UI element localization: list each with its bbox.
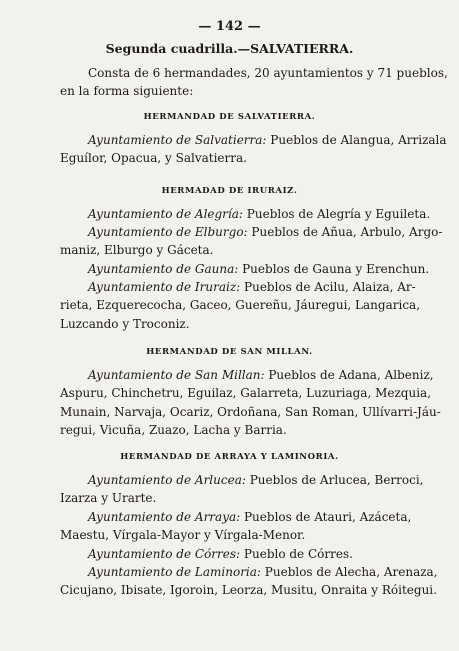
page-title: Segunda cuadrilla.—SALVATIERRA.	[105, 41, 354, 56]
entry-line: Ayuntamiento de Iruraiz: Pueblos de Acilu, Alaiza, Ar-	[88, 280, 416, 294]
entry	[60, 563, 438, 600]
section-heading: HERMANDAD DE SALVATIERRA.	[143, 112, 316, 122]
entry-line: Ayuntamiento de Arraya: Pueblos de Atauri, Azáceta,	[88, 510, 412, 524]
entry-line: Ayuntamiento de Alegría: Pueblos de Alegría y Eguileta.	[88, 207, 431, 221]
section-heading: HERMANDAD DE SAN MILLAN.	[146, 347, 313, 357]
entry-line: Ayuntamiento de Córres: Pueblo de Córres.	[88, 547, 353, 561]
entry-name: Ayuntamiento de Laminoria:	[88, 565, 261, 579]
entry-line: Izarza y Urarte.	[60, 491, 157, 506]
entry-line: Munain, Narvaja, Ocariz, Ordoñana, San Roman, Ullívarri-Jáu-	[60, 404, 441, 419]
entry-name: Ayuntamiento de San Millan:	[88, 368, 265, 382]
entry	[60, 278, 421, 333]
entry-line: Eguílor, Opacua, y Salvatierra.	[60, 151, 247, 166]
entry-line: Ayuntamiento de Salvatierra: Pueblos de Alangua, Arrizala	[88, 133, 447, 147]
entry-name: Ayuntamiento de Salvatierra:	[88, 133, 267, 147]
section-heading: HERMADAD DE IRURAIZ.	[161, 186, 298, 196]
entry-line: regui, Vicuña, Zuazo, Lacha y Barria.	[60, 422, 287, 437]
section-heading: HERMANDAD DE ARRAYA Y LAMINORIA.	[120, 452, 339, 462]
entry-name: Ayuntamiento de Arlucea:	[88, 473, 246, 487]
entry-line: Ayuntamiento de Arlucea: Pueblos de Arlucea, Berroci,	[88, 473, 424, 487]
intro-line: en la forma siguiente:	[60, 84, 194, 99]
entry-line: Maestu, Vírgala-Mayor y Vírgala-Menor.	[60, 528, 306, 543]
entry	[60, 260, 430, 278]
entry-name: Ayuntamiento de Arraya:	[88, 510, 241, 524]
entry-line: Ayuntamiento de Gauna: Pueblos de Gauna y Erenchun.	[88, 262, 430, 276]
intro-paragraph	[60, 64, 448, 101]
page-number: — 142 —	[198, 19, 261, 34]
entry-line: Aspuru, Chinchetru, Eguilaz, Galarreta, Luzuriaga, Mezquia,	[60, 386, 432, 401]
entry	[60, 223, 443, 260]
entry	[60, 205, 431, 223]
entry	[60, 508, 412, 545]
intro-line: Consta de 6 hermandades, 20 ayuntamientos y 71 pueblos,	[88, 66, 448, 80]
entry-name: Ayuntamiento de Gauna:	[88, 262, 239, 276]
entry	[60, 131, 447, 168]
entry-name: Ayuntamiento de Elburgo:	[88, 225, 248, 239]
entry-line: Ayuntamiento de San Millan: Pueblos de Adana, Albeniz,	[88, 368, 434, 382]
entry-line: maniz, Elburgo y Gáceta.	[60, 243, 214, 258]
entry-name: Ayuntamiento de Iruraiz:	[88, 280, 241, 294]
entry	[60, 471, 424, 508]
entry-name: Ayuntamiento de Córres:	[88, 547, 241, 561]
entry-line: Cicujano, Ibisate, Igoroin, Leorza, Musitu, Onraita y Róitegui.	[60, 583, 437, 598]
entry-line: Ayuntamiento de Laminoria: Pueblos de Alecha, Arenaza,	[88, 565, 438, 579]
entry-line: rieta, Ezquerecocha, Gaceo, Guereñu, Jáuregui, Langarica,	[60, 298, 421, 313]
entry	[60, 366, 441, 439]
entry-line: Ayuntamiento de Elburgo: Pueblos de Añua, Arbulo, Argo-	[88, 225, 443, 239]
entry-line: Luzcando y Troconiz.	[60, 316, 190, 331]
entry	[60, 545, 390, 563]
entry-name: Ayuntamiento de Alegría:	[88, 207, 243, 221]
